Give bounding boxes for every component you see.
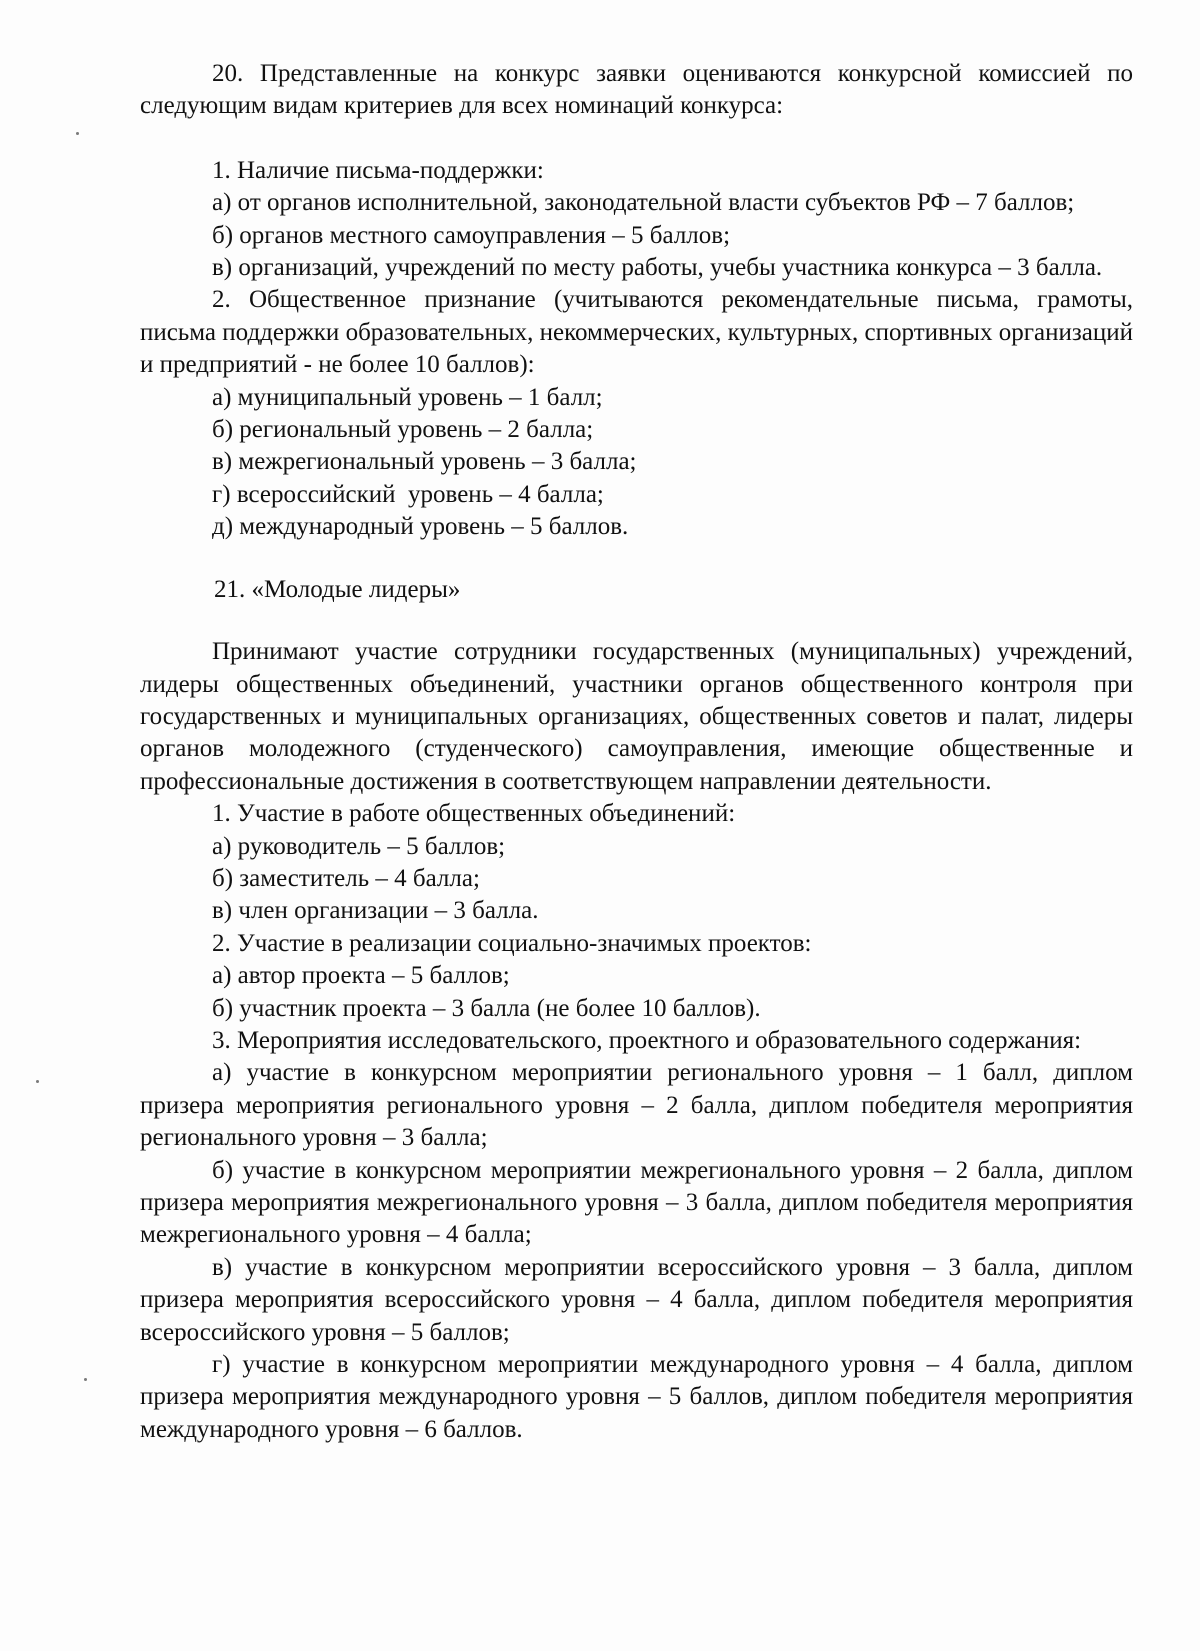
section-21-title: 21. «Молодые лидеры» (214, 575, 461, 603)
list-item: в) участие в конкурсном мероприятии всероссийского уровня – 3 балла, диплом призера мероприятия всероссийского уровня – 4 балла, диплом победителя мероприятия всероссийского уровня – 5 баллов; (140, 1253, 1133, 1346)
criterion-1-item-a: а) от органов исполнительной, законодательной власти субъектов РФ – 7 баллов; (212, 189, 1075, 217)
point-2-heading: 2. Участие в реализации социально-значимых проектов: (212, 929, 812, 957)
criterion-1-item-b: б) органов местного самоуправления – 5 баллов; (212, 221, 731, 249)
list-item: а) руководитель – 5 баллов; (212, 832, 506, 860)
section-21-intro: Принимают участие сотрудники государственных (муниципальных) учреждений, лидеры общественных объединений, участники органов общественного контроля при государственных и муниципальных организациях, общественных советов и палат, лидеры органов молодежного (студенческого) самоуправления, имеющие общественные и профессиональные достижения в соответствующем направлении деятельности. (140, 638, 1133, 795)
list-item: г) всероссийский уровень – 4 балла; (212, 480, 604, 508)
list-item: а) муниципальный уровень – 1 балл; (212, 383, 603, 411)
criterion-1-item-c: в) организаций, учреждений по месту работы, учебы участника конкурса – 3 балла. (212, 254, 1103, 282)
scan-speck (84, 1378, 87, 1381)
spacer (140, 544, 1133, 574)
spacer (140, 123, 1133, 155)
criterion-1-heading: 1. Наличие письма-поддержки: (212, 156, 544, 184)
spacer (140, 606, 1133, 636)
point-3-heading: 3. Мероприятия исследовательского, проектного и образовательного содержания: (212, 1026, 1082, 1054)
list-item: б) участие в конкурсном мероприятии межрегионального уровня – 2 балла, диплом призера мероприятия межрегионального уровня – 3 балла, диплом победителя мероприятия межрегионального уровня – 4 балла; (140, 1156, 1133, 1249)
list-item: в) член организации – 3 балла. (212, 897, 539, 925)
point-2-list (140, 960, 1133, 1025)
list-item: а) автор проекта – 5 баллов; (212, 962, 510, 990)
list-item: б) заместитель – 4 балла; (212, 864, 480, 892)
point-1-list (140, 831, 1133, 928)
criterion-2-heading: 2. Общественное признание (учитываются рекомендательные письма, грамоты, письма поддержки образовательных, некоммерческих, культурных, спортивных организаций и предприятий - не более 10 баллов): (140, 286, 1133, 379)
list-item: б) участник проекта – 3 балла (не более 10 баллов). (212, 994, 761, 1022)
document-body (140, 58, 1133, 1446)
criterion-2-list (140, 382, 1133, 544)
point-3-list (140, 1057, 1133, 1446)
scan-speck (36, 1080, 39, 1083)
list-item: в) межрегиональный уровень – 3 балла; (212, 448, 637, 476)
list-item: б) региональный уровень – 2 балла; (212, 416, 594, 444)
section-20-intro: 20. Представленные на конкурс заявки оцениваются конкурсной комиссией по следующим видам критериев для всех номинаций конкурса: (140, 60, 1133, 120)
list-item: а) участие в конкурсном мероприятии регионального уровня – 1 балл, диплом призера мероприятия регионального уровня – 2 балла, диплом победителя мероприятия регионального уровня – 3 балла; (140, 1059, 1133, 1152)
list-item: г) участие в конкурсном мероприятии международного уровня – 4 балла, диплом призера мероприятия международного уровня – 5 баллов, диплом победителя мероприятия международного уровня – 6 баллов. (140, 1351, 1133, 1443)
scan-speck (76, 132, 79, 135)
point-1-heading: 1. Участие в работе общественных объединений: (212, 800, 736, 828)
list-item: д) международный уровень – 5 баллов. (212, 513, 629, 541)
